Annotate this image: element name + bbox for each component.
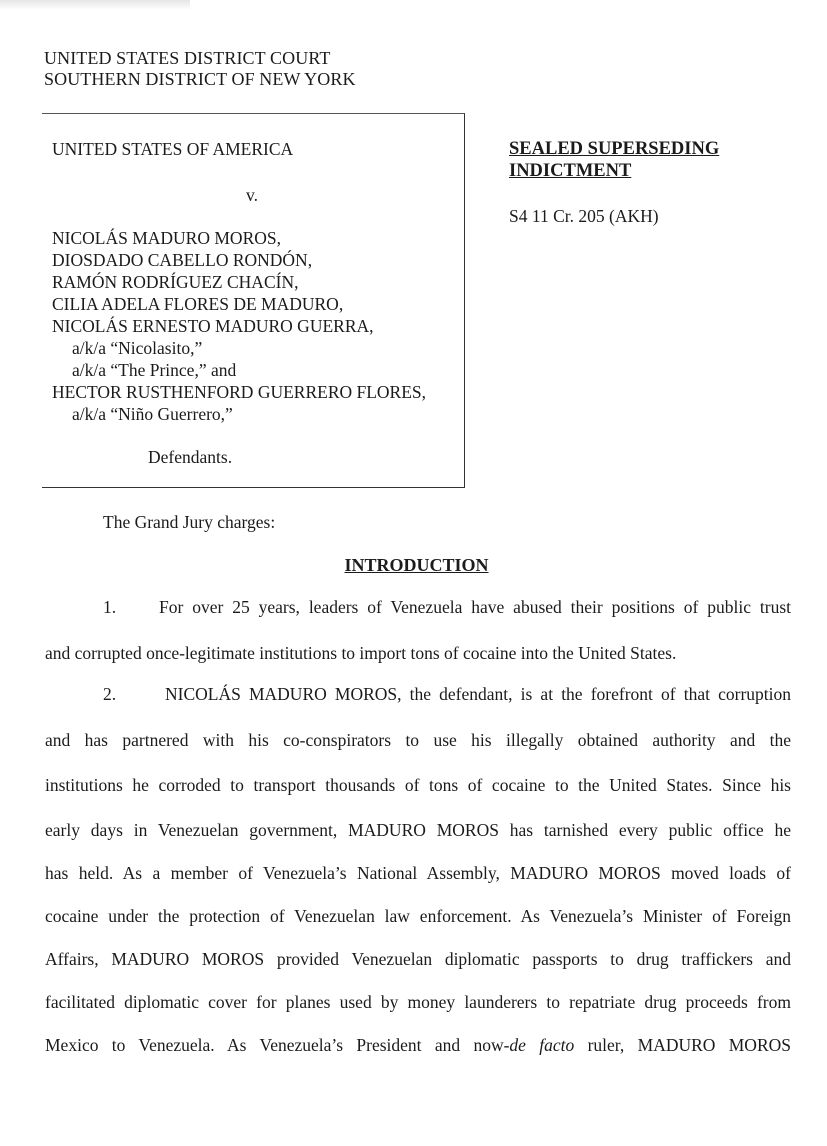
paragraph-line: Affairs, MADURO MOROS provided Venezuelan diplomatic passports to drug traffickers and: [45, 949, 791, 969]
paragraph-line: and has partnered with his co-conspirators to use his illegally obtained authority and the: [45, 730, 791, 750]
defendant-name: HECTOR RUSTHENFORD GUERRERO FLORES,: [52, 382, 427, 402]
defendant-alias: a/k/a “Nicolasito,”: [72, 338, 203, 358]
defendant-name: RAMÓN RODRÍGUEZ CHACÍN,: [52, 272, 299, 292]
paragraph-line: facilitated diplomatic cover for planes used by money launderers to repatriate drug proceeds from: [45, 992, 791, 1012]
defendant-name: NICOLÁS ERNESTO MADURO GUERRA,: [52, 316, 374, 336]
section-heading: INTRODUCTION: [344, 555, 489, 575]
paragraph-line: For over 25 years, leaders of Venezuela have abused their positions of public trust: [159, 597, 791, 617]
defendant-alias: a/k/a “Niño Guerrero,”: [72, 404, 233, 424]
title-line-2: INDICTMENT: [509, 161, 632, 181]
court-line-1: UNITED STATES DISTRICT COURT: [44, 48, 331, 68]
scan-shadow: [0, 0, 190, 10]
case-caption-box: [42, 113, 465, 488]
versus: v.: [246, 185, 258, 205]
paragraph-line: and corrupted once-legitimate institutions to import tons of cocaine into the United States.: [45, 643, 677, 663]
grand-jury-charges: The Grand Jury charges:: [103, 512, 276, 532]
defendant-name: NICOLÁS MADURO MOROS,: [52, 228, 281, 248]
paragraph-line: institutions he corroded to transport thousands of tons of cocaine to the United States. Since his: [45, 775, 791, 795]
paragraph-number: 1.: [103, 597, 117, 617]
paragraph-line: NICOLÁS MADURO MOROS, the defendant, is at the forefront of that corruption: [165, 684, 791, 704]
paragraph-line-final: [45, 1034, 791, 1056]
line-text: Mexico to Venezuela. As Venezuela’s President and now-: [45, 1035, 510, 1055]
paragraph-line: early days in Venezuelan government, MADURO MOROS has tarnished every public office he: [45, 820, 791, 840]
italic-term: de facto: [509, 1035, 575, 1055]
defendant-name: DIOSDADO CABELLO RONDÓN,: [52, 250, 313, 270]
document-title: [509, 138, 719, 182]
defendants-label: Defendants.: [148, 447, 233, 467]
paragraph-line: has held. As a member of Venezuela’s National Assembly, MADURO MOROS moved loads of: [45, 863, 791, 883]
paragraph-number: 2.: [103, 684, 117, 704]
court-name: [44, 48, 356, 90]
paragraph-line: cocaine under the protection of Venezuelan law enforcement. As Venezuela’s Minister of Foreign: [45, 906, 791, 926]
court-line-2: SOUTHERN DISTRICT OF NEW YORK: [44, 69, 356, 89]
defendant-name: CILIA ADELA FLORES DE MADURO,: [52, 294, 344, 314]
docket-number: S4 11 Cr. 205 (AKH): [509, 206, 659, 226]
title-line-1: SEALED SUPERSEDING: [509, 139, 720, 159]
line-text: ruler, MADURO MOROS: [574, 1035, 791, 1055]
defendant-alias: a/k/a “The Prince,” and: [72, 360, 237, 380]
plaintiff-name: UNITED STATES OF AMERICA: [52, 139, 294, 159]
